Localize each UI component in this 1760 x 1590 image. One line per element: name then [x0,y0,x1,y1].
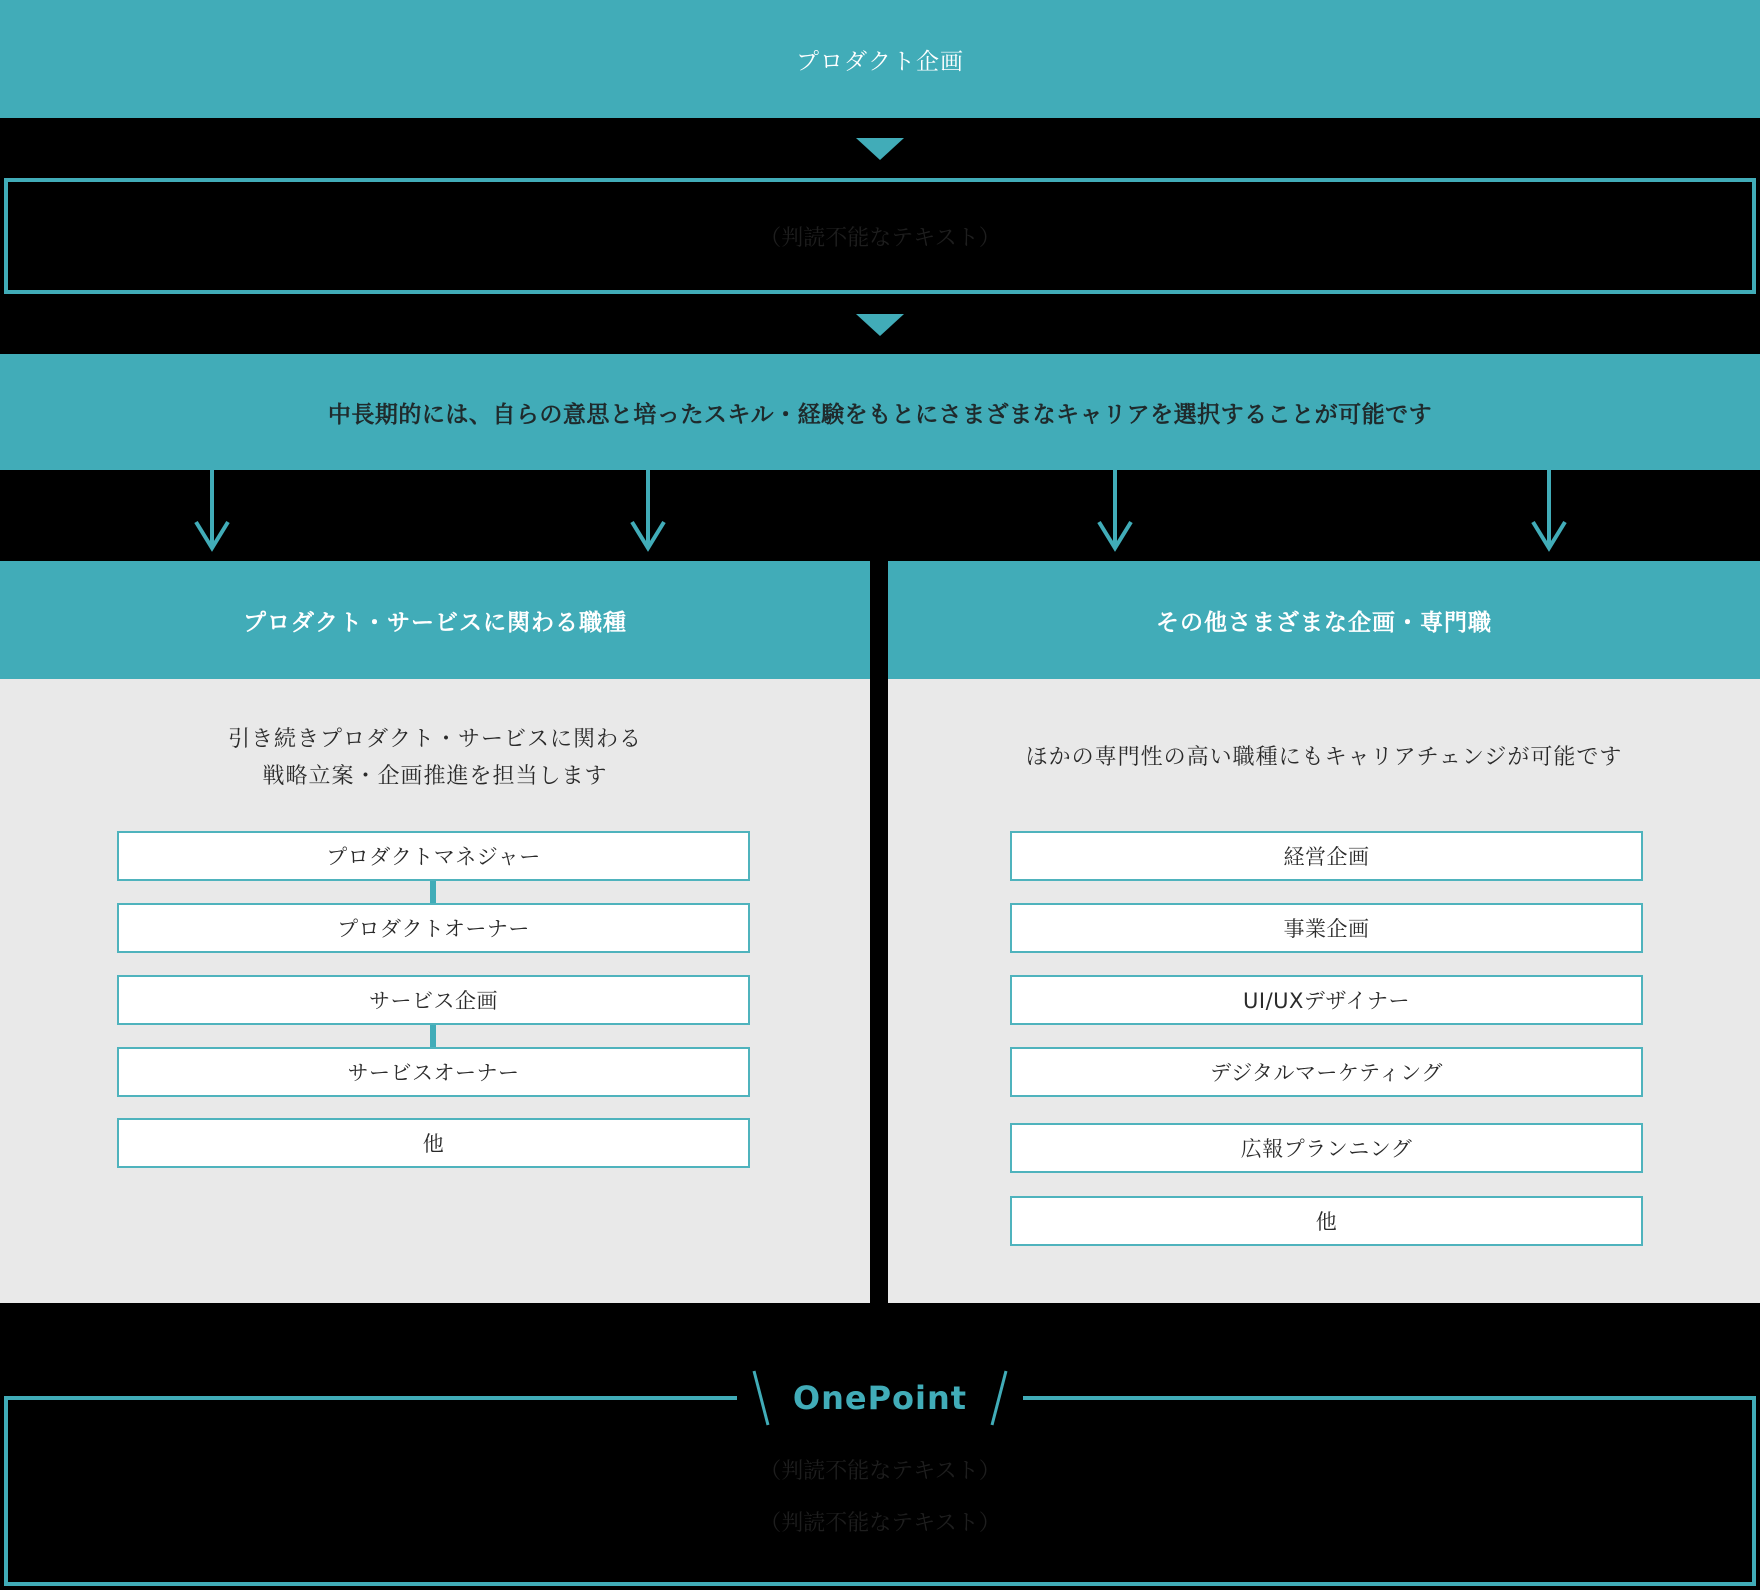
panel-description [0,721,870,795]
top-band-product-planning [0,0,1760,118]
role-label: UI/UXデザイナー [1243,989,1410,1013]
description-line: 引き続きプロダクト・サービスに関わる [227,727,642,752]
middle-step-box [4,178,1756,294]
panel-description [888,739,1760,776]
role-item [1010,1047,1643,1097]
role-label: 他 [422,1132,445,1156]
triangle-down-icon [856,314,904,336]
onepoint-text-line: （判読不能なテキスト） [759,1459,1001,1484]
top-band-label: プロダクト企画 [796,48,964,75]
onepoint-text [0,1446,1760,1550]
role-item [117,975,750,1025]
role-label: 広報プランニング [1240,1137,1413,1161]
middle-step-text: （判読不能なテキスト） [759,225,1001,251]
role-label: 経営企画 [1283,845,1370,869]
role-label: 事業企画 [1283,917,1370,941]
role-item [117,1047,750,1097]
career-choice-band [0,354,1760,470]
triangle-down-icon [856,138,904,160]
role-label: サービス企画 [369,989,498,1013]
role-connector [430,881,436,903]
product-service-roles-panel [0,561,870,1303]
arrow-down-icon [1529,470,1569,552]
role-item [117,831,750,881]
description-line: ほかの専門性の高い職種にもキャリアチェンジが可能です [1025,745,1623,770]
panel-title: プロダクト・サービスに関わる職種 [243,609,627,636]
panel-title: その他さまざまな企画・専門職 [1156,609,1492,636]
role-label: プロダクトマネジャー [326,845,541,869]
arrow-down-icon [1095,470,1135,552]
role-connector [430,1025,436,1047]
role-label: サービスオーナー [347,1061,520,1085]
arrow-down-icon [628,470,668,552]
role-item [117,903,750,953]
onepoint-label: OnePoint [792,1379,968,1417]
role-item [1010,831,1643,881]
backslash-decoration-icon [751,1369,771,1427]
role-label: プロダクトオーナー [337,917,530,941]
role-item [1010,1123,1643,1173]
role-label: デジタルマーケティング [1210,1061,1443,1085]
description-line: 戦略立案・企画推進を担当します [262,764,608,789]
panel-header [888,561,1760,679]
arrow-down-icon [192,470,232,552]
onepoint-heading [0,1368,1760,1428]
role-item [1010,903,1643,953]
other-specialist-roles-panel [888,561,1760,1303]
role-item [1010,975,1643,1025]
slash-decoration-icon [989,1369,1009,1427]
role-item [117,1118,750,1168]
role-label: 他 [1315,1210,1338,1234]
onepoint-text-line: （判読不能なテキスト） [759,1511,1001,1536]
role-item [1010,1196,1643,1246]
career-choice-label: 中長期的には、自らの意思と培ったスキル・経験をもとにさまざまなキャリアを選択することが可能です [327,401,1433,428]
panel-header [0,561,870,679]
